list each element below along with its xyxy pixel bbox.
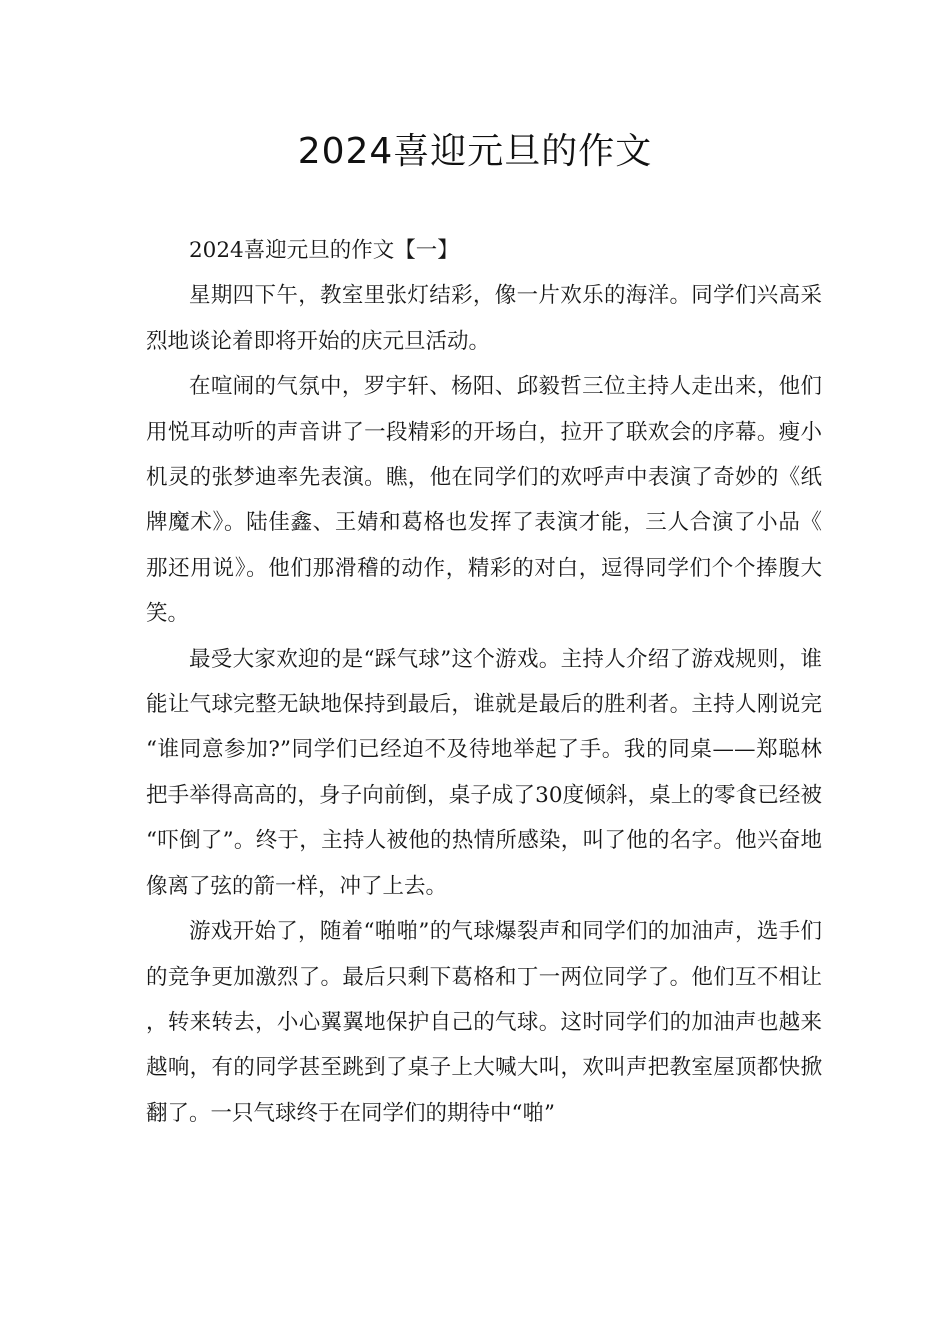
document-title: 2024喜迎元旦的作文: [297, 131, 653, 172]
document-body: [146, 228, 822, 1136]
paragraph-4: 游戏开始了，随着“啪啪”的气球爆裂声和同学们的加油声，选手们的竞争更加激烈了。最后只剩下葛格和丁一两位同学了。他们互不相让，转来转去，小心翼翼地保护自己的气球。这时同学们的加油声也越来越响，有的同学甚至跳到了桌子上大喊大叫，欢叫声把教室屋顶都快掀翻了。一只气球终于在同学们的期待中“啪”: [146, 919, 822, 1126]
paragraph-2: 在喧闹的气氛中，罗宇轩、杨阳、邱毅哲三位主持人走出来，他们用悦耳动听的声音讲了一段精彩的开场白，拉开了联欢会的序幕。瘦小机灵的张梦迪率先表演。瞧，他在同学们的欢呼声中表演了奇妙的《纸牌魔术》。陆佳鑫、王婧和葛格也发挥了表演才能，三人合演了小品《那还用说》。他们那滑稽的动作，精彩的对白，逗得同学们个个捧腹大笑。: [146, 374, 822, 627]
section-heading: 2024喜迎元旦的作文【一】: [189, 238, 459, 263]
paragraph-3: 最受大家欢迎的是“踩气球”这个游戏。主持人介绍了游戏规则，谁能让气球完整无缺地保持到最后，谁就是最后的胜利者。主持人刚说完“谁同意参加?”同学们已经迫不及待地举起了手。我的同桌——郑聪林把手举得高高的，身子向前倒，桌子成了30度倾斜，桌上的零食已经被“吓倒了”。终于，主持人被他的热情所感染，叫了他的名字。他兴奋地像离了弦的箭一样，冲了上去。: [146, 646, 822, 899]
paragraph-1: 星期四下午，教室里张灯结彩，像一片欢乐的海洋。同学们兴高采烈地谈论着即将开始的庆元旦活动。: [146, 283, 822, 354]
